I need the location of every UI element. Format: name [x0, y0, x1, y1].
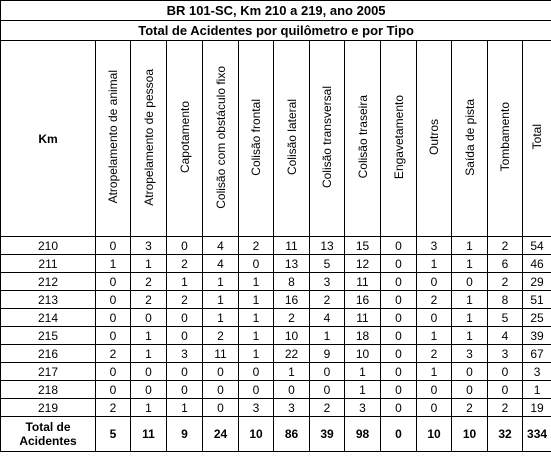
value-cell: 2: [203, 327, 239, 345]
value-cell: 0: [96, 363, 131, 381]
value-cell: 0: [381, 291, 417, 309]
table-title: BR 101-SC, Km 210 a 219, ano 2005: [1, 1, 551, 21]
value-cell: 3: [239, 399, 274, 417]
value-cell: 4: [203, 255, 239, 273]
total-cell: 10: [417, 417, 452, 452]
value-cell: 19: [523, 399, 551, 417]
value-cell: 1: [239, 309, 274, 327]
value-cell: 1: [452, 327, 488, 345]
value-cell: 2: [452, 399, 488, 417]
value-cell: 0: [239, 255, 274, 273]
column-header-label: Atropelamento de animal: [106, 70, 120, 204]
total-cell: 24: [203, 417, 239, 452]
value-cell: 51: [523, 291, 551, 309]
value-cell: 9: [310, 345, 345, 363]
value-cell: 0: [381, 381, 417, 399]
column-header: [131, 41, 167, 237]
value-cell: 1: [417, 327, 452, 345]
value-cell: 11: [203, 345, 239, 363]
value-cell: 11: [345, 273, 381, 291]
value-cell: 0: [96, 327, 131, 345]
table-row: [1, 255, 551, 273]
total-cell: 11: [131, 417, 167, 452]
value-cell: 2: [96, 345, 131, 363]
value-cell: 1: [452, 309, 488, 327]
value-cell: 1: [239, 345, 274, 363]
table-row: [1, 381, 551, 399]
column-header: [96, 41, 131, 237]
column-header: [203, 41, 239, 237]
value-cell: 2: [488, 237, 523, 255]
column-header-label: Colisão lateral: [284, 98, 299, 176]
value-cell: 16: [274, 291, 310, 309]
value-cell: 1: [345, 381, 381, 399]
value-cell: 2: [488, 273, 523, 291]
value-cell: 54: [523, 237, 551, 255]
value-cell: 22: [274, 345, 310, 363]
value-cell: 1: [131, 399, 167, 417]
value-cell: 0: [239, 381, 274, 399]
value-cell: 3: [488, 345, 523, 363]
table-row: [1, 399, 551, 417]
value-cell: 0: [203, 399, 239, 417]
subtitle-row: [1, 21, 551, 41]
value-cell: 18: [345, 327, 381, 345]
value-cell: 1: [452, 237, 488, 255]
value-cell: 4: [488, 327, 523, 345]
value-cell: 5: [310, 255, 345, 273]
value-cell: 2: [131, 273, 167, 291]
value-cell: 0: [167, 363, 203, 381]
total-cell: 0: [381, 417, 417, 452]
value-cell: 2: [167, 255, 203, 273]
value-cell: 25: [523, 309, 551, 327]
value-cell: 1: [239, 273, 274, 291]
value-cell: 0: [96, 309, 131, 327]
value-cell: 0: [96, 381, 131, 399]
value-cell: 0: [167, 309, 203, 327]
value-cell: 3: [417, 237, 452, 255]
value-cell: 1: [131, 345, 167, 363]
value-cell: 3: [274, 399, 310, 417]
column-header: [381, 41, 417, 237]
km-cell: 212: [1, 273, 96, 291]
value-cell: 0: [381, 309, 417, 327]
value-cell: 2: [417, 345, 452, 363]
km-cell: 216: [1, 345, 96, 363]
column-header: [167, 41, 203, 237]
value-cell: 0: [131, 309, 167, 327]
km-cell: 219: [1, 399, 96, 417]
value-cell: 3: [523, 363, 551, 381]
value-cell: 1: [345, 363, 381, 381]
column-header: [274, 41, 310, 237]
value-cell: 0: [452, 381, 488, 399]
value-cell: 0: [381, 273, 417, 291]
value-cell: 0: [167, 381, 203, 399]
value-cell: 0: [203, 363, 239, 381]
column-header-label: Total: [530, 124, 545, 150]
table-row: [1, 363, 551, 381]
total-cell: 10: [452, 417, 488, 452]
value-cell: 1: [310, 327, 345, 345]
value-cell: 0: [310, 381, 345, 399]
value-cell: 1: [131, 327, 167, 345]
value-cell: 0: [417, 399, 452, 417]
value-cell: 11: [345, 309, 381, 327]
value-cell: 2: [274, 309, 310, 327]
value-cell: 0: [488, 363, 523, 381]
value-cell: 1: [274, 363, 310, 381]
value-cell: 0: [417, 309, 452, 327]
km-header: Km: [1, 41, 96, 237]
title-row: [1, 1, 551, 21]
column-header-label: Saída de pista: [462, 98, 477, 176]
column-header-label: Outros: [427, 118, 441, 155]
value-cell: 0: [131, 381, 167, 399]
value-cell: 0: [167, 327, 203, 345]
value-cell: 0: [167, 237, 203, 255]
total-cell: 10: [239, 417, 274, 452]
value-cell: 3: [345, 399, 381, 417]
value-cell: 1: [203, 309, 239, 327]
value-cell: 0: [310, 363, 345, 381]
value-cell: 0: [96, 237, 131, 255]
value-cell: 11: [274, 237, 310, 255]
value-cell: 0: [381, 399, 417, 417]
value-cell: 15: [345, 237, 381, 255]
value-cell: 0: [96, 291, 131, 309]
value-cell: 2: [167, 291, 203, 309]
table-row: [1, 291, 551, 309]
column-header-label: Atropelamento de pessoa: [141, 68, 156, 206]
header-row: [1, 41, 551, 237]
value-cell: 0: [381, 345, 417, 363]
value-cell: 8: [274, 273, 310, 291]
value-cell: 0: [96, 273, 131, 291]
column-header: [488, 41, 523, 237]
table-row: [1, 345, 551, 363]
value-cell: 1: [203, 273, 239, 291]
value-cell: 4: [310, 309, 345, 327]
value-cell: 0: [381, 255, 417, 273]
value-cell: 0: [452, 363, 488, 381]
value-cell: 4: [203, 237, 239, 255]
total-cell: 39: [310, 417, 345, 452]
value-cell: 16: [345, 291, 381, 309]
value-cell: 8: [488, 291, 523, 309]
value-cell: 1: [417, 363, 452, 381]
value-cell: 1: [239, 327, 274, 345]
value-cell: 10: [274, 327, 310, 345]
value-cell: 0: [417, 381, 452, 399]
value-cell: 46: [523, 255, 551, 273]
km-cell: 213: [1, 291, 96, 309]
value-cell: 3: [167, 345, 203, 363]
km-cell: 214: [1, 309, 96, 327]
value-cell: 2: [310, 399, 345, 417]
column-header: [345, 41, 381, 237]
value-cell: 2: [488, 399, 523, 417]
value-cell: 2: [131, 291, 167, 309]
column-header: [417, 41, 452, 237]
value-cell: 3: [310, 273, 345, 291]
value-cell: 1: [203, 291, 239, 309]
column-header-label: Tombamento: [498, 102, 512, 172]
value-cell: 1: [523, 381, 551, 399]
value-cell: 0: [381, 363, 417, 381]
column-header-label: Colisão frontal: [249, 98, 263, 176]
table-row: [1, 309, 551, 327]
value-cell: 2: [417, 291, 452, 309]
value-cell: 0: [488, 381, 523, 399]
value-cell: 0: [417, 273, 452, 291]
value-cell: 12: [345, 255, 381, 273]
value-cell: 1: [96, 255, 131, 273]
value-cell: 10: [345, 345, 381, 363]
value-cell: 1: [452, 255, 488, 273]
value-cell: 3: [131, 237, 167, 255]
total-cell: 86: [274, 417, 310, 452]
value-cell: 1: [239, 291, 274, 309]
value-cell: 0: [381, 327, 417, 345]
value-cell: 0: [131, 363, 167, 381]
value-cell: 2: [239, 237, 274, 255]
column-header: [523, 41, 551, 237]
value-cell: 13: [310, 237, 345, 255]
table-subtitle: Total de Acidentes por quilômetro e por Tipo: [1, 21, 551, 41]
value-cell: 0: [203, 381, 239, 399]
value-cell: 13: [274, 255, 310, 273]
km-cell: 211: [1, 255, 96, 273]
total-row: [1, 417, 551, 452]
total-cell: 9: [167, 417, 203, 452]
value-cell: 0: [239, 363, 274, 381]
value-cell: 5: [488, 309, 523, 327]
value-cell: 39: [523, 327, 551, 345]
value-cell: 1: [131, 255, 167, 273]
km-cell: 218: [1, 381, 96, 399]
total-label: Total de Acidentes: [1, 417, 96, 452]
value-cell: 1: [167, 273, 203, 291]
table-row: [1, 273, 551, 291]
value-cell: 2: [96, 399, 131, 417]
column-header-label: Capotamento: [177, 100, 192, 174]
value-cell: 3: [452, 345, 488, 363]
table-row: [1, 237, 551, 255]
value-cell: 0: [452, 273, 488, 291]
value-cell: 1: [417, 255, 452, 273]
column-header: [310, 41, 345, 237]
column-header-label: Engavetamento: [391, 94, 406, 180]
km-cell: 210: [1, 237, 96, 255]
value-cell: 0: [274, 381, 310, 399]
value-cell: 1: [452, 291, 488, 309]
total-cell: 98: [345, 417, 381, 452]
value-cell: 1: [167, 399, 203, 417]
column-header-label: Colisão com obstáculo fixo: [213, 65, 228, 209]
km-cell: 215: [1, 327, 96, 345]
column-header: [239, 41, 274, 237]
value-cell: 29: [523, 273, 551, 291]
column-header-label: Colisão transversal: [320, 85, 334, 189]
km-cell: 217: [1, 363, 96, 381]
value-cell: 67: [523, 345, 551, 363]
value-cell: 6: [488, 255, 523, 273]
value-cell: 2: [310, 291, 345, 309]
column-header: [452, 41, 488, 237]
total-cell: 5: [96, 417, 131, 452]
value-cell: 0: [381, 237, 417, 255]
column-header-label: Colisão traseira: [355, 95, 370, 179]
total-cell: 334: [523, 417, 551, 452]
table-row: [1, 327, 551, 345]
total-cell: 32: [488, 417, 523, 452]
